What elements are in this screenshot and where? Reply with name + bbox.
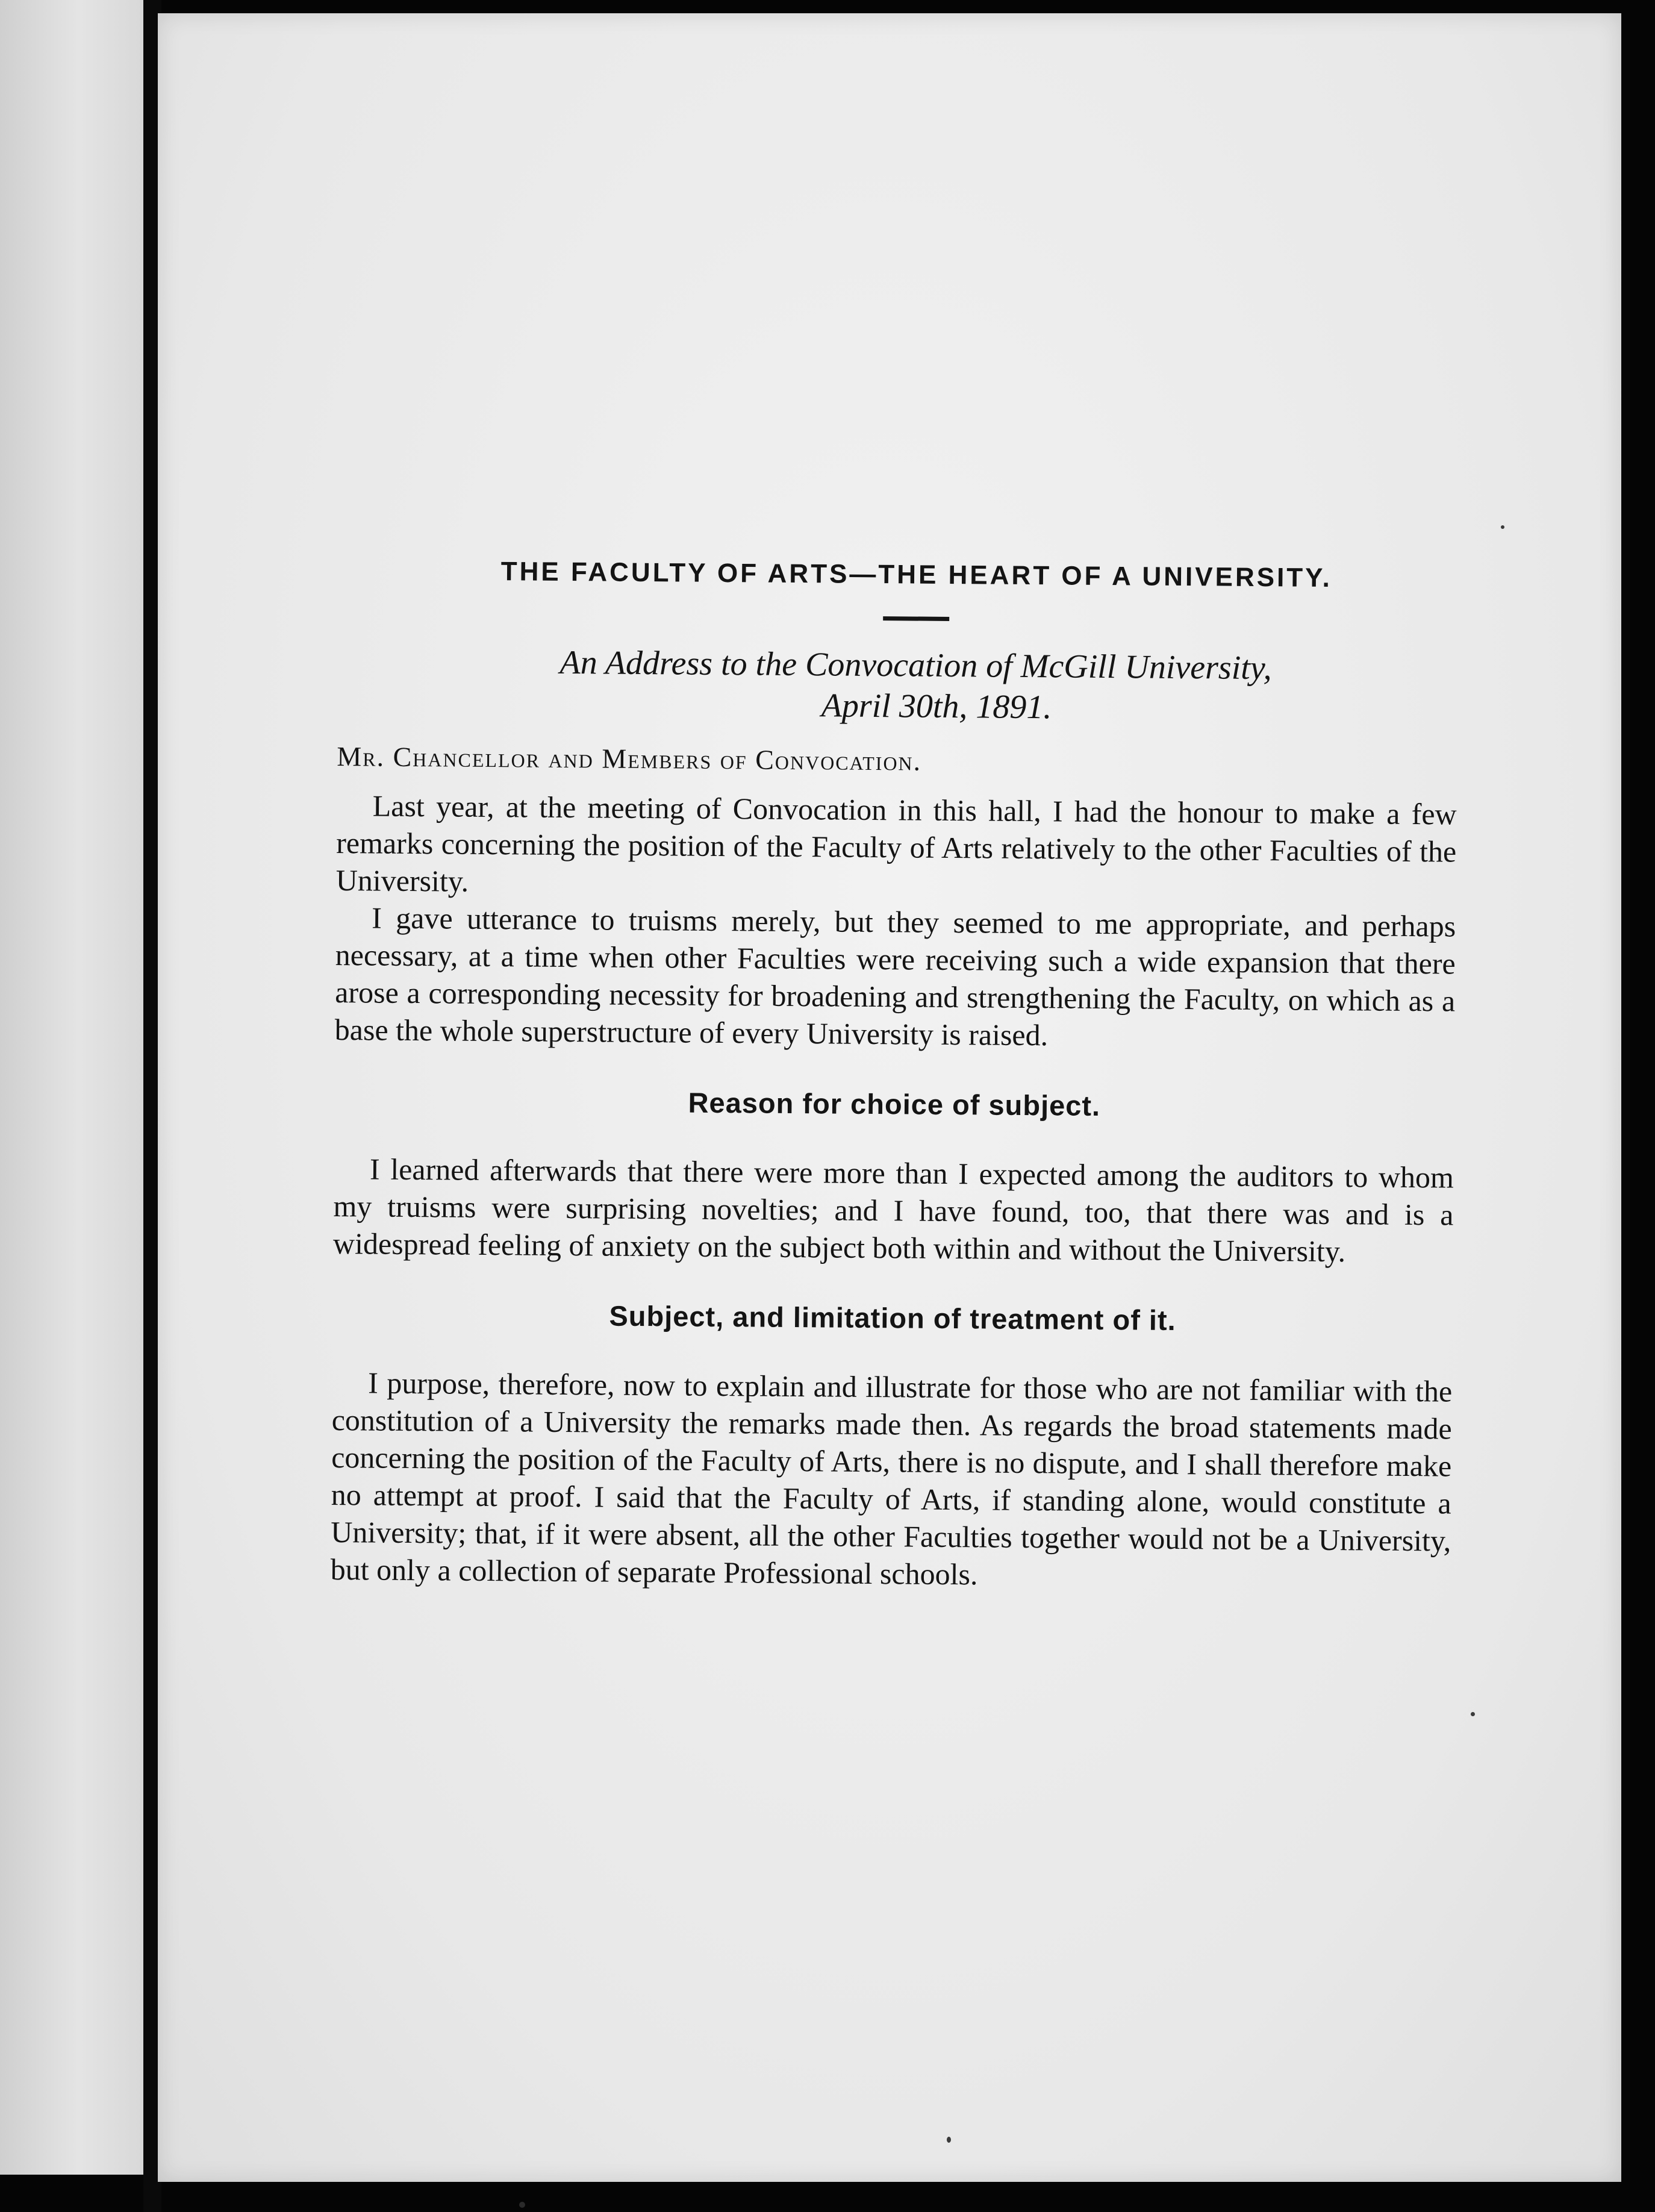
salutation: Mr. Chancellor and Members of Convocation.	[337, 740, 922, 776]
paper-speck	[1471, 1712, 1475, 1716]
paragraph-subject: I purpose, therefore, now to explain and illustrate for those who are not familiar with the constitution of a University the remarks made then. As regards the broad statements made concerning the position of the Faculty of Arts, there is no dispute, and I shall therefore make no attempt at proof. I said that the Faculty of Arts, if standing alone, would constitute a University; that, if it were absent, all the other Faculties together would not be a University, but only a collection of separate Professional schools.	[330, 1366, 1453, 1592]
document-title: THE FACULTY OF ARTS—THE HEART OF A UNIVERSITY.	[500, 557, 1333, 593]
paper-speck	[1501, 525, 1504, 529]
section-heading-subject: Subject, and limitation of treatment of it.	[609, 1299, 1176, 1336]
border-speck	[519, 2202, 525, 2208]
paragraph-intro-1: Last year, at the meeting of Convocation in this hall, I had the honour to make a few remarks concerning the position of the Faculty of Arts relatively to the other Faculties of the University.	[335, 789, 1457, 898]
section-heading-reason: Reason for choice of subject.	[688, 1086, 1101, 1122]
page-text-block	[331, 555, 1459, 1597]
document-page	[158, 13, 1621, 2182]
paragraph-reason: I learned afterwards that there were more than I expected among the auditors to whom my truisms were surprising novelties; and I have found, too, that there was and is a widespread feeling of anxiety on the subject both within and without the University.	[332, 1152, 1454, 1269]
address-byline	[337, 640, 1458, 731]
facing-page-edge	[0, 0, 147, 2175]
paragraph-intro-2: I gave utterance to truisms merely, but they seemed to me appropriate, and perhaps necessary, at a time when other Faculties were receiving such a wide expansion that there arose a corresponding necessity for broadening and strengthening the Faculty, on which as a base the whole superstructure of every University is raised.	[334, 901, 1456, 1052]
paper-speck	[947, 2137, 951, 2143]
byline-occasion: An Address to the Convocation of McGill University,	[559, 643, 1272, 687]
title-rule	[883, 616, 949, 621]
byline-date: April 30th, 1891.	[821, 687, 1052, 726]
